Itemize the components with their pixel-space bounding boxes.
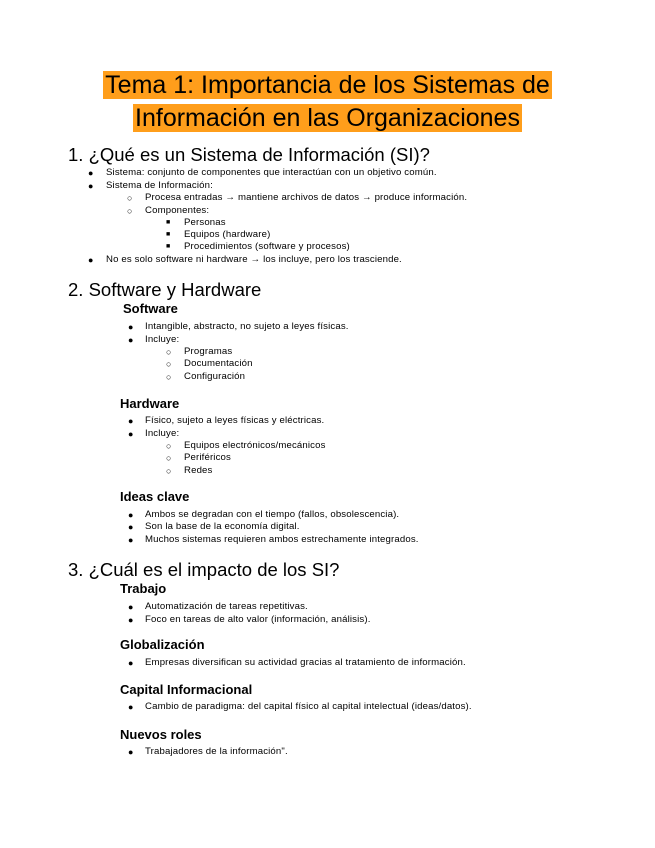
list-item: Intangible, abstracto, no sujeto a leyes físicas. <box>145 321 349 332</box>
bullet-icon: ● <box>128 429 134 439</box>
bullet-icon: ● <box>128 615 134 625</box>
bullet-icon: ○ <box>166 347 172 357</box>
bullet-icon: ● <box>128 322 134 332</box>
list-item: Trabajadores de la información". <box>145 746 288 757</box>
subheading-software: Software <box>123 301 178 316</box>
section-1-heading: 1. ¿Qué es un Sistema de Información (SI)? <box>68 144 430 165</box>
list-item: Empresas diversifican su actividad gracias al tratamiento de información. <box>145 657 466 668</box>
bullet-icon: ● <box>128 747 134 757</box>
bullet-icon: ○ <box>166 453 172 463</box>
bullet-icon: ○ <box>166 466 172 476</box>
subheading-trabajo: Trabajo <box>120 581 167 596</box>
list-item: Redes <box>184 465 213 476</box>
list-item: Foco en tareas de alto valor (información, análisis). <box>145 614 371 625</box>
bullet-icon: ○ <box>127 193 133 203</box>
subheading-nuevos-roles: Nuevos roles <box>120 727 202 742</box>
bullet-icon: ● <box>128 602 134 612</box>
bullet-icon: ● <box>128 335 134 345</box>
list-item: Físico, sujeto a leyes físicas y eléctricas. <box>145 415 325 426</box>
list-item: Programas <box>184 346 233 357</box>
bullet-icon: ○ <box>166 372 172 382</box>
list-item: Son la base de la economía digital. <box>145 521 300 532</box>
section-3-heading: 3. ¿Cuál es el impacto de los SI? <box>68 559 340 580</box>
list-item: Documentación <box>184 358 253 369</box>
bullet-icon: ● <box>128 416 134 426</box>
list-item: Configuración <box>184 371 246 382</box>
bullet-icon: ● <box>128 510 134 520</box>
list-item: Procedimientos (software y procesos) <box>184 241 350 252</box>
bullet-icon: ● <box>128 522 134 532</box>
subheading-capital-informacional: Capital Informacional <box>120 682 253 697</box>
list-item: Muchos sistemas requieren ambos estrechamente integrados. <box>145 534 419 545</box>
subheading-hardware: Hardware <box>120 396 180 411</box>
list-item: Componentes: <box>145 205 210 216</box>
bullet-icon: ● <box>128 535 134 545</box>
document-title <box>0 69 655 135</box>
section-2-heading: 2. Software y Hardware <box>68 279 262 300</box>
list-item: Incluye: <box>145 428 180 439</box>
bullet-icon: ■ <box>166 231 171 238</box>
list-item: Periféricos <box>184 452 231 463</box>
bullet-icon: ● <box>88 168 94 178</box>
subheading-ideas-clave: Ideas clave <box>120 489 190 504</box>
title-line-2: Información en las Organizaciones <box>135 104 520 132</box>
list-item: Equipos electrónicos/mecánicos <box>184 440 326 451</box>
bullet-icon: ● <box>88 181 94 191</box>
list-item: Automatización de tareas repetitivas. <box>145 601 308 612</box>
list-item: Cambio de paradigma: del capital físico al capital intelectual (ideas/datos). <box>145 701 472 712</box>
list-item: Equipos (hardware) <box>184 229 271 240</box>
bullet-icon: ■ <box>166 219 171 226</box>
list-item: Procesa entradas → mantiene archivos de datos → produce información. <box>145 192 468 203</box>
title-line-1: Tema 1: Importancia de los Sistemas de <box>105 71 550 99</box>
bullet-icon: ● <box>128 658 134 668</box>
list-item: Incluye: <box>145 334 180 345</box>
list-item: No es solo software ni hardware → los incluye, pero los trasciende. <box>106 254 402 265</box>
bullet-icon: ○ <box>166 441 172 451</box>
bullet-icon: ● <box>88 255 94 265</box>
bullet-icon: ■ <box>166 243 171 250</box>
subheading-globalizacion: Globalización <box>120 637 205 652</box>
list-item: Personas <box>184 217 226 228</box>
list-item: Sistema de Información: <box>106 180 213 191</box>
bullet-icon: ○ <box>166 359 172 369</box>
list-item: Sistema: conjunto de componentes que interactúan con un objetivo común. <box>106 167 437 178</box>
bullet-icon: ● <box>128 702 134 712</box>
list-item: Ambos se degradan con el tiempo (fallos, obsolescencia). <box>145 509 400 520</box>
bullet-icon: ○ <box>127 206 133 216</box>
